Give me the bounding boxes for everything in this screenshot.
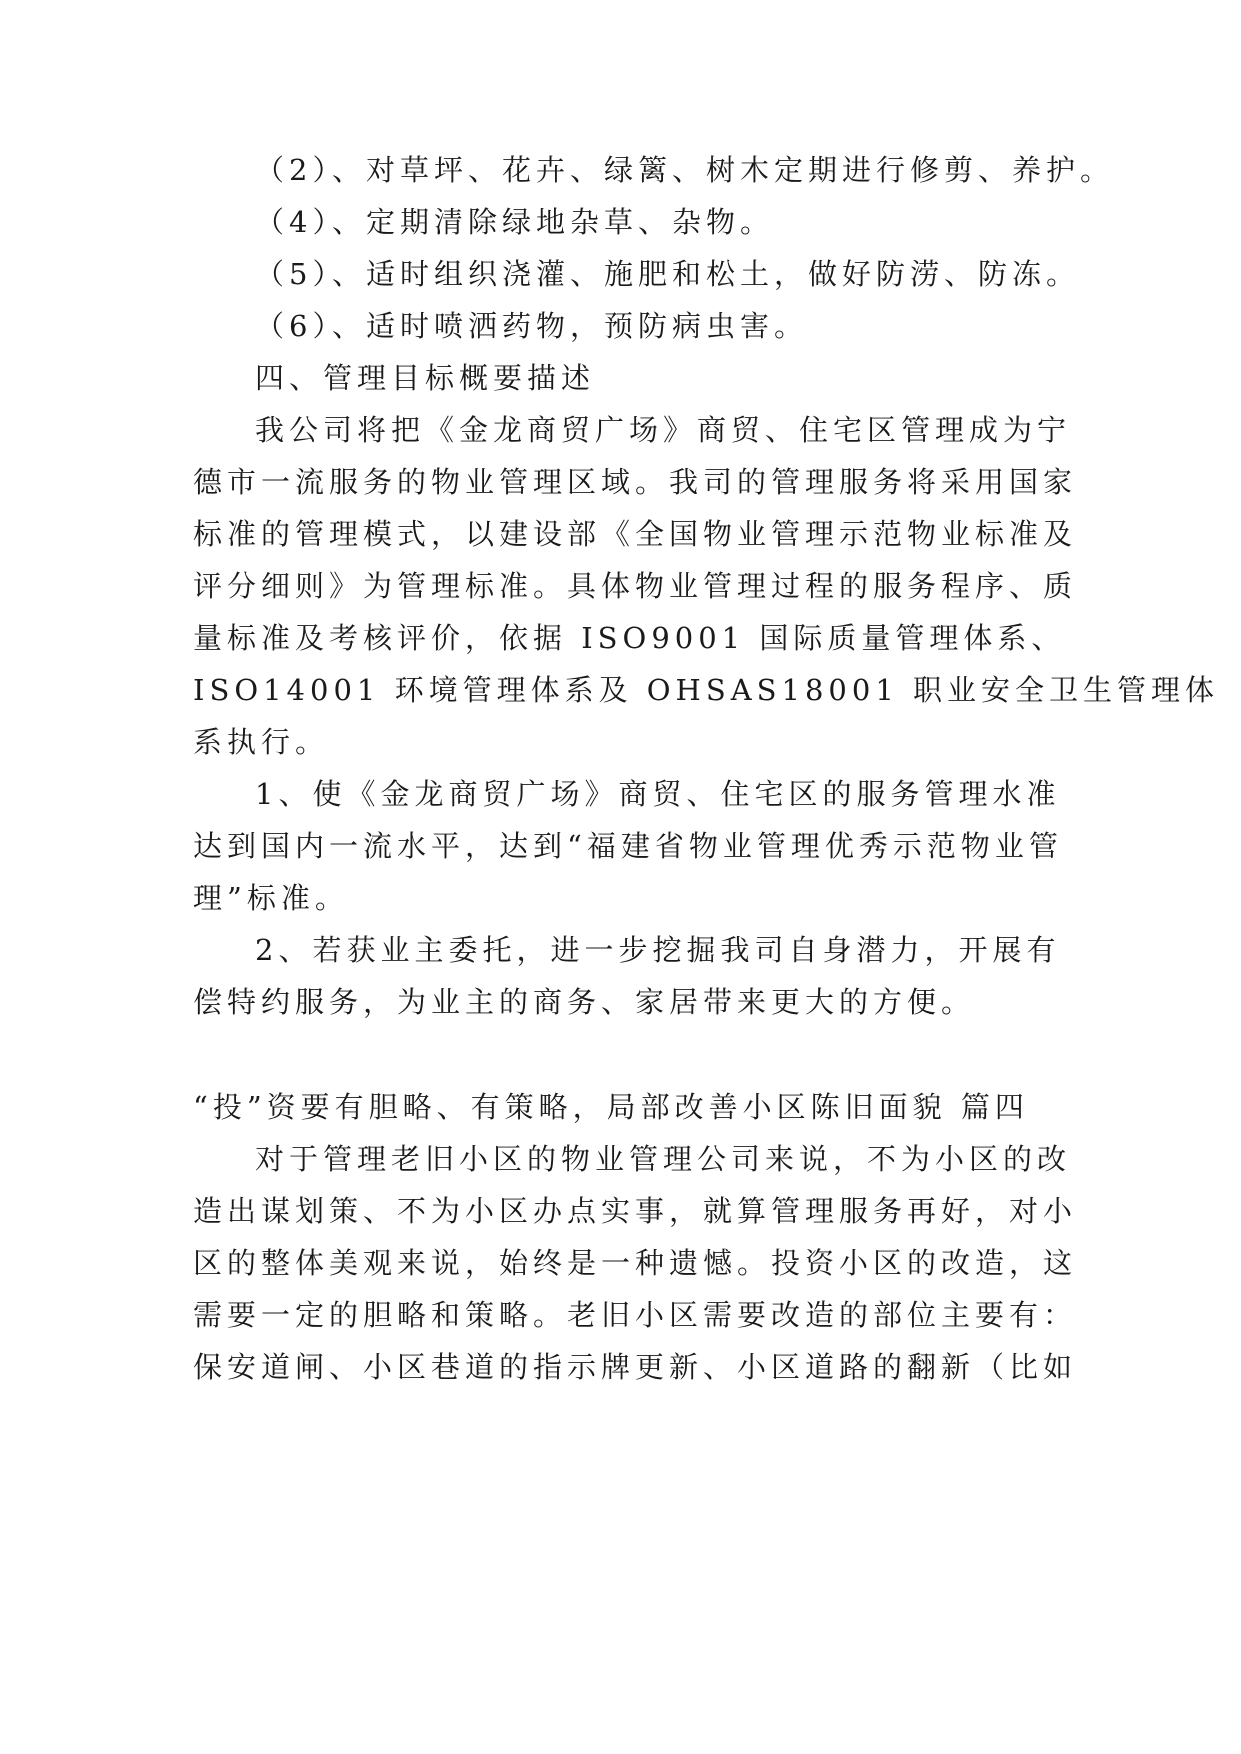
list-item: （5）、适时组织浇灌、施肥和松土，做好防涝、防冻。 xyxy=(255,257,1080,291)
list-item: （4）、定期清除绿地杂草、杂物。 xyxy=(255,205,774,239)
paragraph-line: 对于管理老旧小区的物业管理公司来说，不为小区的改 xyxy=(255,1142,1072,1176)
paragraph-line: 达到国内一流水平，达到“福建省物业管理优秀示范物业管 xyxy=(193,829,1063,863)
section-heading: 四、管理目标概要描述 xyxy=(255,361,596,395)
paragraph-line: 造出谋划策、不为小区办点实事，就算管理服务再好，对小 xyxy=(193,1194,1078,1228)
list-item: （2）、对草坪、花卉、绿篱、树木定期进行修剪、养护。 xyxy=(255,153,1114,187)
paragraph-line: 标准的管理模式，以建设部《全国物业管理示范物业标准及 xyxy=(193,517,1078,551)
paragraph-line: 偿特约服务，为业主的商务、家居带来更大的方便。 xyxy=(193,985,976,1019)
paragraph-line: 系执行。 xyxy=(193,725,330,759)
paragraph-line: 2、若获业主委托，进一步挖掘我司自身潜力，开展有 xyxy=(255,933,1061,967)
paragraph-line: ISO14001 环境管理体系及 OHSAS18001 职业安全卫生管理体 xyxy=(193,673,1220,707)
paragraph-line: 理”标准。 xyxy=(193,881,349,915)
paragraph-line: 量标准及考核评价，依据 ISO9001 国际质量管理体系、 xyxy=(193,621,1066,655)
paragraph-line: 1、使《金龙商贸广场》商贸、住宅区的服务管理水准 xyxy=(255,777,1061,811)
list-item: （6）、适时喷洒药物，预防病虫害。 xyxy=(255,309,808,343)
paragraph-line: 需要一定的胆略和策略。老旧小区需要改造的部位主要有： xyxy=(193,1298,1078,1332)
paragraph-line: 评分细则》为管理标准。具体物业管理过程的服务程序、质 xyxy=(193,569,1078,603)
paragraph-line: 区的整体美观来说，始终是一种遗憾。投资小区的改造，这 xyxy=(193,1246,1078,1280)
paragraph-line: 我公司将把《金龙商贸广场》商贸、住宅区管理成为宁 xyxy=(255,413,1072,447)
paragraph-line: 保安道闸、小区巷道的指示牌更新、小区道路的翻新（比如 xyxy=(193,1350,1078,1384)
paragraph-line: 德市一流服务的物业管理区域。我司的管理服务将采用国家 xyxy=(193,465,1078,499)
article-title: “投”资要有胆略、有策略，局部改善小区陈旧面貌 篇四 xyxy=(193,1090,1029,1124)
